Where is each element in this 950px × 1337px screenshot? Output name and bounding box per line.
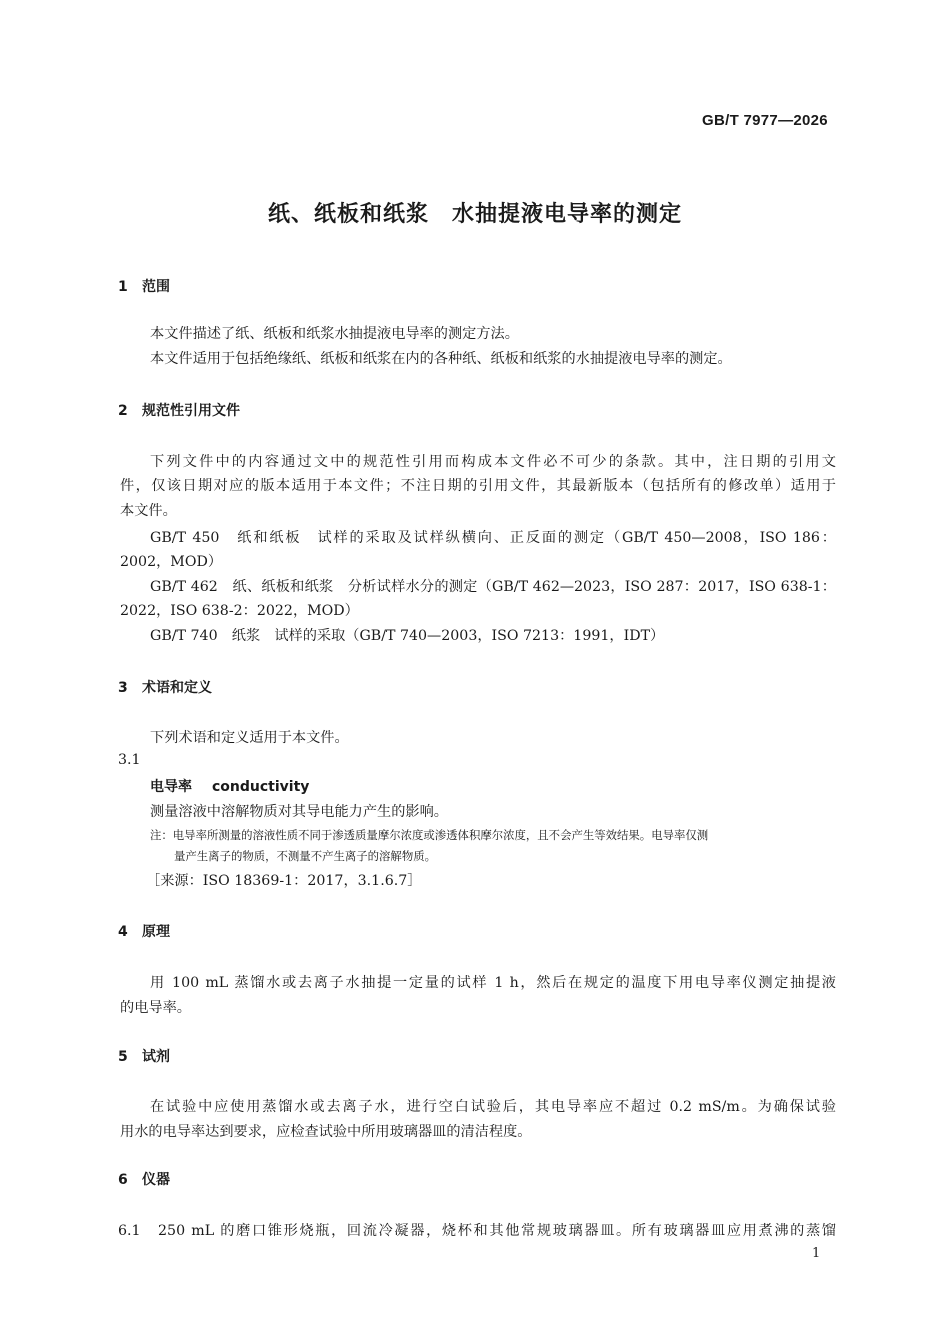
term-source: ［来源：ISO 18369-1：2017，3.1.6.7］: [146, 873, 422, 889]
paragraph-line: 在试验中应使用蒸馏水或去离子水，进行空白试验后，其电导率应不超过 0.2 mS/m。为确保试验: [150, 1099, 836, 1115]
section-number: 6: [118, 1172, 128, 1188]
section-title: 规范性引用文件: [142, 403, 240, 419]
section-heading-terms: [118, 677, 212, 697]
section-heading-scope: [118, 276, 170, 296]
section-title: 术语和定义: [142, 680, 212, 696]
paragraph: 本文件适用于包括绝缘纸、纸板和纸浆在内的各种纸、纸板和纸浆的水抽提液电导率的测定。: [150, 351, 732, 367]
section-heading-principle: [118, 921, 170, 941]
page-number: 1: [812, 1246, 821, 1261]
section-number: 5: [118, 1049, 128, 1065]
note-line: 注：电导率所测量的溶液性质不同于渗透质量摩尔浓度或渗透体积摩尔浓度，且不会产生等效结果。电导率仅测: [150, 828, 709, 842]
reference-entry: GB/T 740 纸浆 试样的采取（GB/T 740—2003，ISO 7213：1991，IDT）: [150, 628, 665, 644]
paragraph-line: 用水的电导率达到要求，应检查试验中所用玻璃器皿的清洁程度。: [120, 1124, 532, 1140]
note-line: 量产生离子的物质，不测量不产生离子的溶解物质。: [174, 849, 436, 863]
section-title: 试剂: [142, 1049, 170, 1065]
section-number: 3: [118, 680, 128, 696]
section-number: 2: [118, 403, 128, 419]
reference-entry: GB/T 462 纸、纸板和纸浆 分析试样水分的测定（GB/T 462—2023，ISO 287：2017，ISO 638-1：: [150, 579, 836, 595]
reference-entry-cont: 2002，MOD）: [120, 554, 223, 570]
reference-entry: GB/T 450 纸和纸板 试样的采取及试样纵横向、正反面的测定（GB/T 450—2008，ISO 186：: [150, 530, 836, 546]
term-definition: 测量溶液中溶解物质对其导电能力产生的影响。: [150, 804, 448, 820]
term-english: conductivity: [212, 779, 310, 795]
section-heading-reagents: [118, 1046, 170, 1066]
section-title: 仪器: [142, 1172, 170, 1188]
section-title: 原理: [142, 924, 170, 940]
paragraph-line: 用 100 mL 蒸馏水或去离子水抽提一定量的试样 1 h，然后在规定的温度下用电导率仪测定抽提液: [150, 975, 836, 991]
page-title: 纸、纸板和纸浆 水抽提液电导率的测定: [267, 202, 682, 227]
term-number: 3.1: [118, 752, 141, 768]
paragraph: 下列术语和定义适用于本文件。: [150, 730, 349, 746]
paragraph-line: 本文件。: [120, 503, 177, 519]
section-title: 范围: [142, 279, 170, 295]
section-heading-apparatus: [118, 1169, 170, 1189]
paragraph-line: 件，仅该日期对应的版本适用于本文件；不注日期的引用文件，其最新版本（包括所有的修改单）适用于: [120, 478, 836, 494]
paragraph: 本文件描述了纸、纸板和纸浆水抽提液电导率的测定方法。: [150, 326, 519, 342]
standard-number: GB/T 7977—2026: [702, 112, 828, 129]
section-number: 1: [118, 279, 128, 295]
term-entry: [150, 776, 309, 796]
section-number: 4: [118, 924, 128, 940]
apparatus-item: 6.1 250 mL 的磨口锥形烧瓶，回流冷凝器，烧杯和其他常规玻璃器皿。所有玻璃器皿应用煮沸的蒸馏: [118, 1223, 836, 1239]
paragraph-line: 下列文件中的内容通过文中的规范性引用而构成本文件必不可少的条款。其中，注日期的引用文: [150, 454, 836, 470]
paragraph-line: 的电导率。: [120, 1000, 191, 1016]
term-chinese: 电导率: [150, 779, 192, 795]
section-heading-normative-references: [118, 400, 240, 420]
reference-entry-cont: 2022，ISO 638-2：2022，MOD）: [120, 603, 359, 619]
